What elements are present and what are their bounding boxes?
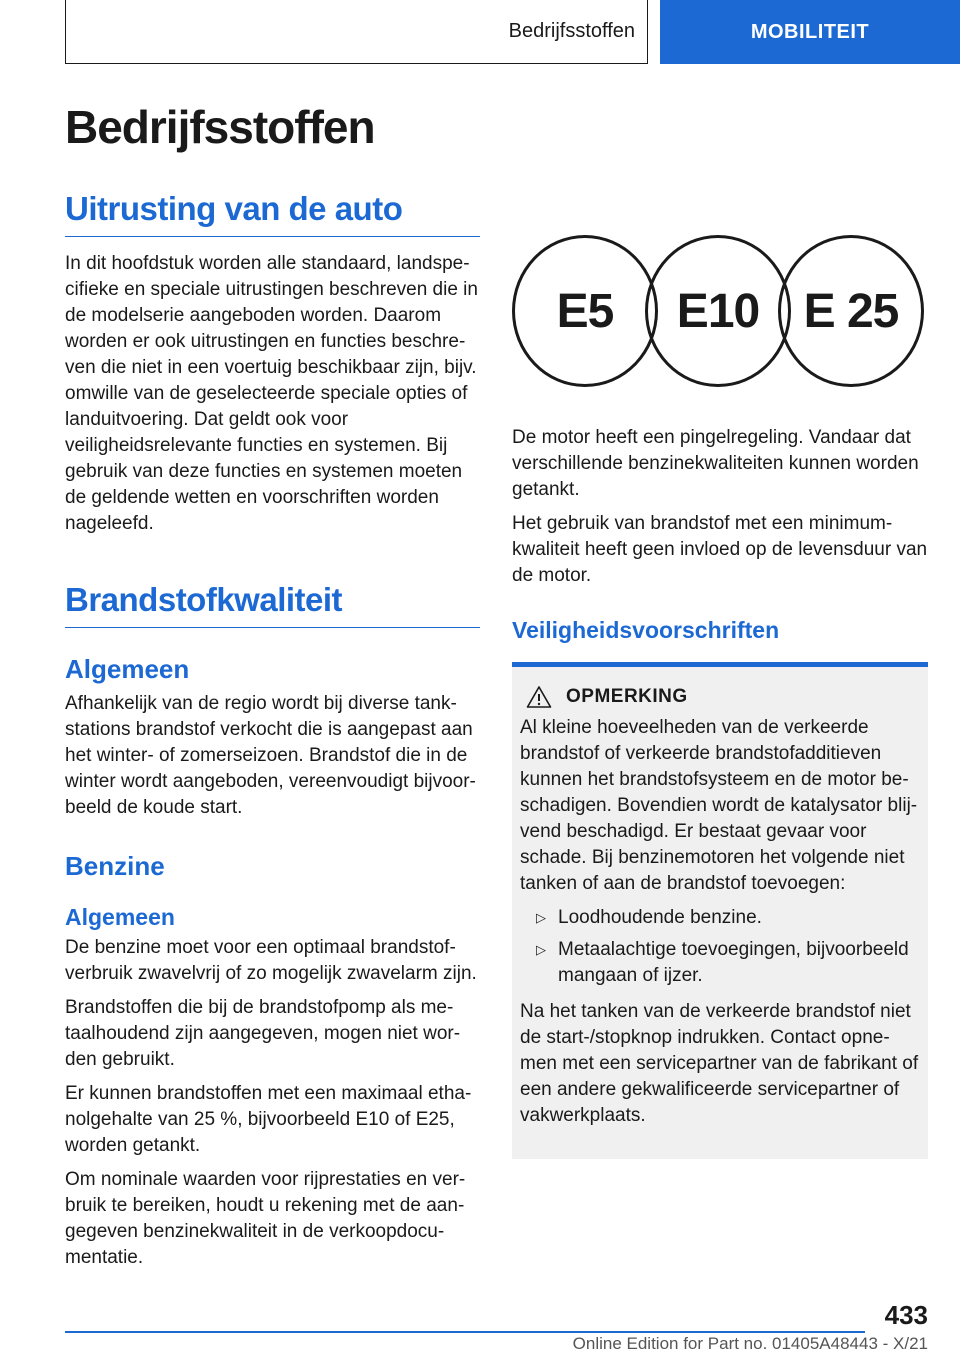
equipment-text: In dit hoofdstuk worden alle standaard, landspecifieke en speciale uitrustingen beschreven die in de modelserie aangeboden worden. Daarom worden er ook uitrustingen en functies beschreven die niet in een voertuig beschikbaar zijn, bijv. omwille van de geselecteerde speciale opties of landuitvoering. Dat geldt ook voor veiligheidsrelevante functies en systemen. Bij gebruik van deze functies en systemen moeten de geldende wetten en voorschriften worden nageleefd. <box>65 253 478 534</box>
subsection-title-petrol: Benzine <box>65 851 165 881</box>
minimum-quality-text: Het gebruik van brandstof met een minimumkwaliteit heeft geen invloed op de levensduur van de motor. <box>512 513 928 586</box>
subsection-title-general: Algemeen <box>65 654 190 684</box>
fuel-grade-badges <box>512 235 924 389</box>
fuel-badge-e5: E5 <box>512 235 658 387</box>
section-title-safety: Veiligheidsvoorschriften <box>512 617 780 643</box>
list-item-text: Loodhoudende benzine. <box>558 907 762 928</box>
petrol-paragraph: Er kunnen brandstoffen met een maximaal ethanolgehalte van 25 %, bijvoorbeeld E10 of E25, worden getankt. <box>65 1083 472 1156</box>
petrol-paragraph: Brandstoffen die bij de brandstofpomp als metaalhoudend zijn aangegeven, mogen niet worden gebruikt. <box>65 997 461 1070</box>
warning-text: Al kleine hoeveelheden van de verkeerde brandstof of verkeerde brandstofadditieven kunnen het brandstofsysteem en de motor beschadigen. Bovendien wordt de katalysator blijvend beschadigd. Er bestaat gevaar voor schade. Bij benzinemotoren het volgende niet tanken of aan de brandstof toevoegen: <box>520 717 918 894</box>
section-title-equipment: Uitrusting van de auto <box>65 190 480 237</box>
petrol-paragraph: De benzine moet voor een optimaal brandstofverbruik zwavelvrij of zo mogelijk zwavelarm zijn. <box>65 937 477 984</box>
header-chapter-tab[interactable] <box>660 0 960 64</box>
right-column <box>512 235 928 1159</box>
page-number: 433 <box>884 1300 928 1330</box>
knock-control-text: De motor heeft een pingelregeling. Vandaar dat verschillende benzinekwaliteiten kunnen worden getankt. <box>512 427 919 500</box>
warning-header <box>520 685 920 709</box>
left-column <box>65 190 480 1279</box>
fuel-badge-e10: E10 <box>645 235 791 387</box>
page-title: Bedrijfsstoffen <box>65 101 375 153</box>
section-title-fuel-quality: Brandstofkwaliteit <box>65 581 480 628</box>
list-item <box>520 937 920 989</box>
fuel-badge-e25: E 25 <box>778 235 924 387</box>
warning-text: Na het tanken van de verkeerde brandstof niet de start-/stopknop indrukken. Contact opnemen met een servicepartner van de fabrikant of een andere gekwalificeerde servicepartner of vakwerkplaats. <box>520 1001 919 1126</box>
bullet-triangle-icon: ▷ <box>536 942 546 957</box>
warning-bullet-list <box>520 905 920 989</box>
petrol-general-title: Algemeen <box>65 904 175 930</box>
list-item <box>520 905 920 931</box>
warning-box <box>512 662 928 1159</box>
general-text: Afhankelijk van de regio wordt bij diverse tankstations brandstof verkocht die is aangepast aan het winter- of zomerseizoen. Brandstof die in de winter wordt aangeboden, vereenvoudigt bijvoorbeeld de koude start. <box>65 693 476 818</box>
header-section-label: Bedrijfsstoffen <box>508 20 635 42</box>
header-chapter-label: MOBILITEIT <box>750 20 870 43</box>
bullet-triangle-icon: ▷ <box>536 910 546 925</box>
petrol-paragraph: Om nominale waarden voor rijprestaties en verbruik te bereiken, houdt u rekening met de aangegeven benzinekwaliteit in de verkoopdocumentatie. <box>65 1169 466 1268</box>
warning-triangle-icon <box>526 685 552 709</box>
list-item-text: Metaalachtige toevoegingen, bijvoorbeeld mangaan of ijzer. <box>558 939 909 986</box>
header-section-tab <box>65 0 648 64</box>
footer-edition-text: Online Edition for Part no. 01405A48443 - X/21 <box>572 1334 928 1353</box>
footer-divider <box>65 1331 865 1333</box>
warning-label: OPMERKING <box>566 686 688 707</box>
